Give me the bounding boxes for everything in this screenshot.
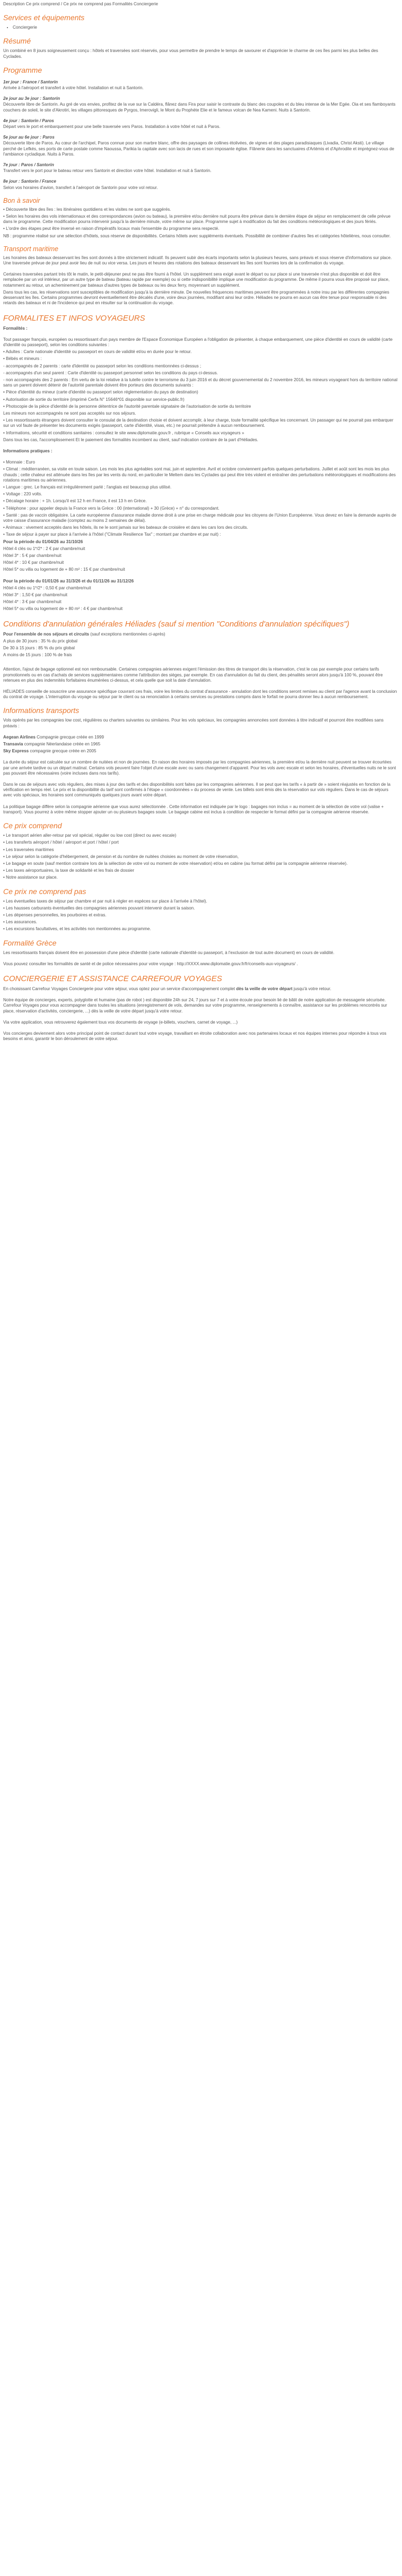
programme-day-text: Arrivée à l'aéroport et transfert à votre hôtel. Installation et nuit à Santorin. (3, 85, 144, 91)
info-line: • Climat : méditerranéen, sa visite en toute saison. Les mois les plus agréables sont mai, juin et septembre. Avril et octobre conviennent parfois quelques perturbations. Juillet et août sont les mois les plus chauds ; cette chaleur est atténuée dans les îles par les vents du nord, en particulier le Meltem dans les Cyclades qui peut être très violent et entraîner des perturbations météorologiques et modifications des rotations maritimes ou aériennes. (3, 467, 396, 483)
formalites-line: • Photocopie de la pièce d'identité de la personne détentrice de l'autorité parentale signataire de l'autorisation de sortie du territoire (3, 403, 251, 409)
programme-day-title: 8e jour : Santorin / France (3, 179, 56, 184)
tax-period-title: Pour la période du 01/04/26 au 31/10/26 (3, 539, 83, 544)
programme-day-text: Découverte libre de Santorin. Au gré de vos envies, profitez de la vue sur la Caldéra, flânez dans Fira pour saisir le contraste du blanc des coupoles et du bleu intense de la Mer Egée. Oia et ses flamboyants couchers de soleil, le site d'Akrotiri, les villages pittoresques de Pyrgos, Imerovigli, le Mont du Prophète Elie et le fameux volcan de Nea Kameni. Nuits à Santorin. (3, 102, 396, 113)
bon-a-savoir-item: • Selon les horaires des vols internationaux et des correspondances (avion ou bateau), la première et/ou dernière nuit pourra être prévue dans le dernière étape de séjour en remplacement de celle prévue dans le programme. Cette modification pourra intervenir jusqu'à la dernière minute, votre même sur place. Programme sujet à modification du fait des conditions météorologiques et des jours fériés. (3, 214, 391, 225)
annulation-line: A moins de 15 jours : 100 % de frais (3, 652, 72, 658)
company-name: Sky Express (3, 749, 29, 754)
non-inclus-item: • Les dépenses personnelles, les pourboires et extras. (3, 912, 107, 917)
annulation-lead-rest: (sauf exceptions mentionnées ci-après) (89, 631, 165, 637)
services-item: • Conciergerie (13, 25, 398, 30)
company-name: Aegean Airlines (3, 734, 36, 740)
programme-day-text: Découverte libre de Paros. Au cœur de l'archipel, Paros connue pour son marbre blanc, offre des paysages de collines étolivées, de vignes et des plages paradisiaques (Livadia, Christ Aksti). Le village perché de Lefkés, ses ports de carte postale comme Naoussa, Parikia la capitale avec son lacis de rues et son imposante église. Flânerie dans les sanctuaires d'Artémis et d'Aphrodite et imprégnez-vous de l'ambiance cycladique. Nuits à Paros. (3, 141, 395, 157)
transports-paragraph: Dans le cas de séjours avec vols réguliers, des mises à jour des tarifs et des disponibilités sont faites par les compagnies aériennes. Il se peut que les tarifs « à partir de » soient réajustés en fonction de la vérification en temps réel. Le prix et la disponibilité du tarif sont confirmés à l'étape « coordonnées » du process de vente. Les billets sont émis dès la réservation sur vols réguliers. Dans le cas de séjours avec vols spéciaux, les horaires sont communiqués quelques jours avant votre départ. (3, 782, 391, 798)
formalites-title: FORMALITES ET INFOS VOYAGEURS (3, 313, 145, 323)
bon-a-savoir-item: • L'ordre des étapes peut être inversé en raison d'impératifs locaux mais l'ensemble du programme sera respecté. (3, 226, 220, 231)
info-line: • Téléphone : pour appeler depuis la France vers la Grèce : 00 (international) + 30 (Grèce) + n° du correspondant. (3, 505, 220, 511)
formalites-line: - accompagnés d'un seul parent : Carte d'identité ou passeport personnel selon les conditions du pays ci-dessus. (3, 370, 218, 375)
inclus-item: • Le transport aérien aller-retour par vol spécial, régulier ou low cost (direct ou avec escale) (3, 833, 177, 838)
programme-day-text: Transfert vers le port pour le bateau retour vers Santorin et direction votre hôtel. Installation et nuit à Santorin. (3, 168, 212, 174)
transport-paragraph: Les horaires des bateaux desservant les îles sont donnés à titre strictement indicatif. Ils peuvent subir des écarts importants selon la plusieurs heures, sans préavis et sous réserve d'informations sur place. Une traversée prévue de jour peut avoir lieu de nuit ou vice versa. Les jours et heures des rotations des bateaux desservant les îles sont fournies lors de la confirmation du voyage. (3, 255, 392, 266)
programme-day-5 (3, 162, 398, 174)
annulation-lead-bold: Pour l'ensemble de nos séjours et circuits (3, 631, 90, 637)
programme-day-2 (3, 96, 398, 113)
conciergerie-intro-c: jusqu'à votre retour. (292, 986, 331, 991)
non-inclus-item: • Les assurances. (3, 920, 38, 925)
programme-day-3 (3, 118, 398, 130)
annulation-title: Conditions d'annulation générales Héliades (sauf si mention "Conditions d'annulation spécifiques") (3, 619, 349, 629)
formalites-line: • Adultes : Carte nationale d'identité ou passeport en cours de validité et/ou en durée pour le retour. (3, 349, 192, 355)
formalites-line: • Informations, sécurité et conditions sanitaires : consultez le site www.diplomatie.gouv.fr , rubrique « Conseils aux voyageurs » (3, 430, 244, 435)
company-line (3, 735, 398, 740)
info-line: • Langue : grec. Le français est irrégulièrement parlé ; l'anglais est beaucoup plus utilisé. (3, 484, 172, 490)
transport-title: Transport maritime (3, 245, 58, 253)
infos-pratiques-label: Informations pratiques : (3, 448, 53, 453)
bon-a-savoir-note: NB : programme réalisé sur une sélection d'hôtels, sous réserve de disponibilités. Certains hôtels avec suppléments éventuels. Possibilité de combiner d'autres îles et catégories hôtelières, nous consulter. (3, 233, 391, 238)
programme-day-4 (3, 135, 398, 157)
tax-period-line: Hôtel 4 clés ou 1*/2* : 0,50 € par chambre/nuit (3, 585, 91, 590)
transports-title: Informations transports (3, 706, 80, 715)
conciergerie-paragraph: Via votre application, vous retrouverez également tous vos documents de voyage (e-billets, vouchers, carnet de voyage, ...) (3, 1019, 238, 1025)
bon-a-savoir-title: Bon à savoir (3, 196, 40, 204)
tax-period-line: Hôtel 3* : 1,50 € par chambre/nuit (3, 593, 68, 598)
company-desc: compagnie grecque créée en 2005 (29, 749, 97, 754)
inclus-item: • Les transferts aéroport / hôtel / aéroport et port / hôtel / port (3, 840, 119, 845)
programme-day-text: Selon vos horaires d'avion, transfert à l'aéroport de Santorin pour votre vol retour. (3, 185, 158, 190)
info-line: • Taxe de séjour à payer sur place à l'arrivée à l'hôtel ("Climate Resilience Tax" ; montant par chambre et par nuit) : (3, 532, 221, 537)
formalites-line: • Les ressortissants étrangers doivent consulter le consulat de la destination choisie et doivent accomplir, à leur charge, toute formalité spécifique les concernant. Un passager qui ne pourrait pas embarquer sur un vol faute de présenter les documents exigés (passeport, carte d'identité, visas, etc.) ne pourrait prétendre à aucun remboursement. (3, 418, 394, 428)
inclus-item: • Notre assistance sur place. (3, 875, 58, 880)
programme-day-text: Départ vers le port et embarquement pour une belle traversée vers Paros. Installation à votre hôtel et nuit à Paros. (3, 124, 221, 130)
conciergerie-intro-bold: dès la veille de votre départ (236, 986, 293, 991)
annulation-lead (3, 632, 398, 637)
company-line (3, 749, 398, 754)
annulation-line: A plus de 30 jours : 35 % du prix global (3, 638, 77, 643)
conciergerie-paragraph: Notre équipe de concierges, experts, polyglotte et humaine (pas de robot ) est disponible 24h sur 24, 7 jours sur 7 et à votre écoute pour besoin lié de bâtit de notre application de messagerie sécurisée. Carrefour Voyages pour vous accompagner dans toutes les situations (enregistrement de vols, demandes sur votre programme, renseignements à connaître, assistance sur les problèmes rencontrés sur place, réservation d'activités, conciergerie, ...) dès la veille de votre départ jusqu'à votre retour. (3, 998, 387, 1014)
formalites-line: Dans tous les cas, l'accomplissement Et le paiement des formalités incombent au client, sauf indication contraire de la part d'Héliades. (3, 437, 258, 442)
transports-intro: Vols opérés par les compagnies low cost, régulières ou charters suivantes ou similaires. Pour les vols spéciaux, les compagnies annoncées sont données à titre indicatif et pourront être modifiées sans préavis : (3, 718, 384, 728)
tax-period-line: Hôtel 5* ou villa ou logement de + 80 m² : 15 € par chambre/nuit (3, 567, 125, 572)
transport-paragraph: Certaines traversées partant très tôt le matin, le petit-déjeuner peut ne pas être fourni à l'hôtel. Un supplément sera exigé avant le départ ou sur place si une traversée n'est plus disponible et doit être remplacée par un vol intérieur, par un autre type de bateau (bateau rapide par exemple) ou si cette indisponibilité implique une modification du programme. De même il pourra vous être proposé sur place, notamment au retour, un acheminement par bateaux d'autres types de bateaux ou les deux ferry, moyennant un supplément. (3, 272, 390, 288)
resume-title: Résumé (3, 37, 31, 46)
resume-text: Un combiné en 8 jours soigneusement conçu : hôtels et traversées sont réservés, pour vous permettre de prendre le temps de savourer et d'apprécier le charme de ces îles parmi les plus belles des Cyclades. (3, 48, 378, 59)
formalites-line: • Bébés et mineurs : (3, 356, 42, 362)
programme-day-6 (3, 179, 398, 190)
conciergerie-intro (3, 986, 398, 992)
bon-a-savoir-item: • Découverte libre des îles : les itinéraires quotidiens et les visites ne sont que suggérés. (3, 207, 171, 212)
annulation-paragraph: Attention, l'ajout de bagage optionnel est non remboursable. Certaines compagnies aériennes exigent l'émission des titres de transport dès la réservation, c'est le cas par exemple pour certains tarifs promotionnels ou en cas d'achats de services supplémentaires comme l'attribution des sièges, par exemple. En cas d'annulation du fait du client, des pénalités seront alors jusqu'à 100 %, pouvant être retenues en plus des indemnités forfaitaires énumérées ci-dessus, et cela quelle que soit la date d'annulation. (3, 667, 383, 683)
formalite-grece-paragraph: Les ressortissants français doivent être en possession d'une pièce d'identité (carte nationale d'identité ou passeport, à l'exclusion de tout autre document) en cours de validité. (3, 950, 335, 955)
annulation-paragraph: HÉLIADES conseille de souscrire une assurance spécifique couvrant ces frais, voire les limites du contrat d'assurance - annulation dont les conditions seront remises au client par l'agence avant la conclusion du contrat de voyage. L'interruption du voyage ou séjour par le client ou sa renonciation à certains services ou prestations compris dans le forfait ne pourra donner lieu à aucun remboursement. (3, 689, 397, 700)
services-title: Services et équipements (3, 13, 85, 22)
programme-day-1 (3, 80, 398, 91)
company-desc: compagnie Néerlandaise créée en 1965 (23, 742, 101, 747)
formalites-line: - accompagnés de 2 parents : carte d'identité ou passeport selon les conditions mentionnées ci-dessus ; (3, 363, 202, 368)
non-inclus-title: Ce prix ne comprend pas (3, 887, 86, 896)
non-inclus-item: • Les hausses carburants éventuelles des compagnies aériennes pouvant intervenir durant la saison. (3, 905, 195, 911)
tax-period-line: Hôtel 4 clés ou 1*/2* : 2 € par chambre/nuit (3, 546, 85, 551)
transport-paragraph: Dans tous les cas, les réservations sont susceptibles de modification jusqu'à la dernière minute. De nouvelles fréquences maritimes peuvent être programmées à notre insu par les différentes compagnies desservant les îles. Certains programmes devront éventuellement être décalés d'une, voire deux journées, modifiant ainsi leur ordre. Héliades ne pourra en aucun cas être tenue pour responsable ni des retards des bateaux et ni de l'incidence qui peut en résulter sur la continuation du voyage. (3, 289, 389, 306)
conciergerie-paragraph: Vos concierges deviennent alors votre principal point de contact durant tout votre voyage, travaillant en étroite collaboration avec nos partenaires locaux et nos équipes internes pour répondre à tous vos besoins et ainsi, garantir le bon déroulement de votre séjour. (3, 1031, 387, 1042)
inclus-item: • Le séjour selon la catégorie d'hébergement, de pension et du nombre de nuitées choisies au moment de votre réservation, (3, 854, 239, 859)
info-line: • Animaux : vivement acceptés dans les hôtels, ils ne le sont jamais sur les bateaux de croisière et dans les cars lors des circuits. (3, 525, 248, 530)
programme-day-title: 2e jour au 3e jour : Santorin (3, 96, 60, 101)
formalites-line: - non accompagnés des 2 parents : Em vertu de la loi relative à la tutelle contre le terrorisme du 3 juin 2016 et du décret gouvernemental du 2 novembre 2016, les mineurs voyageant hors du territoire national sans un parent doivent détenir de l'autorité parentale doivent être porteurs des documents suivants : (3, 377, 398, 388)
page-content (0, 0, 402, 1042)
tax-period-line: Hôtel 4* : 3 € par chambre/nuit (3, 599, 62, 605)
tax-period-1 (3, 539, 398, 573)
inclus-item: • Le bagage en soute (sauf mention contraire lors de la sélection de votre vol ou moment de votre réservation) et/ou en cabine (au format défini par la compagnie aérienne réservée). (3, 861, 348, 866)
non-inclus-item: • Les excursions facultatives, et les activités non mentionnées au programme. (3, 926, 151, 932)
info-line: • Monnaie : Euro (3, 460, 35, 465)
non-inclus-item: • Les éventuelles taxes de séjour par chambre et par nuit à régler en espèces sur place à l'arrivée à l'hôtel). (3, 898, 207, 904)
formalites-line: • Pièce d'identité du mineur (carte d'identité ou passeport selon réglementation du pays de destination) (3, 390, 198, 395)
description-tabs-line: Description Ce prix comprend / Ce prix ne comprend pas Formalités Conciergerie (3, 2, 158, 6)
formalite-grece-title: Formalité Grèce (3, 938, 57, 947)
inclus-item: • Les taxes aéroportuaires, la taxe de solidarité et les frais de dossier (3, 868, 135, 873)
programme-title: Programme (3, 65, 42, 74)
annulation-line: De 30 à 15 jours : 85 % du prix global (3, 646, 75, 651)
transports-paragraph: La durée du séjour est calculée sur un nombre de nuitées et non de journées. En raison des horaires imposés par les compagnies aériennes, la première et/ou la dernière nuit peuvent se trouver écourtées par une arrivée tardive ou un départ matinal. Certains vols peuvent faire l'objet d'une escale avec ou sans changement d'appareil. Pour les vols avec escale et selon les horaires, d'éventuelles nuits ne le sont pas pouvant être nécessaires (voire incluses dans nos tarifs). (3, 760, 396, 776)
tax-period-line: Hôtel 5* ou villa ou logement de + 80 m² : 4 € par chambre/nuit (3, 606, 123, 612)
formalites-line: • Autorisation de sortie du territoire (imprimé Cerfa N° 15646*01 disponible sur service-public.fr) (3, 397, 185, 402)
info-line: • Santé : pas de vaccin obligatoire. La carte européenne d'assurance maladie donne droit à une prise en charge médicale pour les citoyens de l'Union Européenne. Vous devez en faire la demande auprès de votre caisse d'assurance maladie (comptez au moins 2 semaines de délai). (3, 512, 397, 523)
formalite-grece-link[interactable]: Vous pouvez consulter les formalités de santé et de police nécessaires pour votre voyage : http://XXXX.www.diplomatie.gouv.fr/fr/conseils-aux-voyageurs/ . (3, 961, 298, 966)
tax-period-2 (3, 579, 398, 612)
programme-day-title: 4e jour : Santorin / Paros (3, 118, 54, 123)
info-line: • Décalage horaire : + 1h. Lorsqu'il est 12 h en France, il est 13 h en Grèce. (3, 499, 147, 504)
info-line: • Voltage : 220 volts. (3, 492, 42, 497)
programme-day-title: 1er jour : France / Santorin (3, 79, 58, 84)
tax-period-line: Hôtel 4* : 10 € par chambre/nuit (3, 560, 64, 565)
conciergerie-intro-a: En choisissant Carrefour Voyages Conciergerie pour votre séjour, vous optez pour un service d'accompagnement complet (3, 986, 237, 991)
formalites-line: Les mineurs non accompagnés ne sont pas acceptés sur nos séjours. (3, 410, 136, 416)
inclus-item: • Les traversées maritimes (3, 847, 54, 852)
services-list (13, 25, 398, 30)
company-line (3, 742, 398, 747)
programme-day-title: 7e jour : Paros / Santorin (3, 162, 54, 168)
inclus-title: Ce prix comprend (3, 821, 62, 830)
formalites-label: Formalités : (3, 325, 28, 331)
tax-period-line: Hôtel 3* : 5 € par chambre/nuit (3, 553, 62, 558)
programme-day-title: 5e jour au 6e jour : Paros (3, 135, 55, 140)
transports-paragraph: La politique bagage diffère selon la compagnie aérienne que vous aurez sélectionnée . Cette information est indiquée par le logo : bagages non inclus = au moment de la sélection de votre vol (valise + transport). Vous pourrez à votre même stopper ajouter un ou plusieurs bagages soute. Le bagage cabine est inclus à condition de respecter le format défini par la compagnie aérienne réservée. (3, 804, 384, 814)
formalites-line: Tout passager français, européen ou ressortissant d'un pays membre de l'Espace Économique Européen a l'obligation de présenter, à chaque embarquement, une pièce d'identité en cours de validité (carte d'identité ou passeport), selon les conditions suivantes : (3, 337, 393, 347)
tax-period-title: Pour la période du 01/01/26 au 31/3/26 et du 01/11/26 au 31/12/26 (3, 578, 134, 583)
company-name: Transavia (3, 742, 23, 747)
company-desc: Compagnie grecque créée en 1999 (35, 734, 104, 740)
conciergerie-title: CONCIERGERIE ET ASSISTANCE CARREFOUR VOYAGES (3, 974, 222, 983)
